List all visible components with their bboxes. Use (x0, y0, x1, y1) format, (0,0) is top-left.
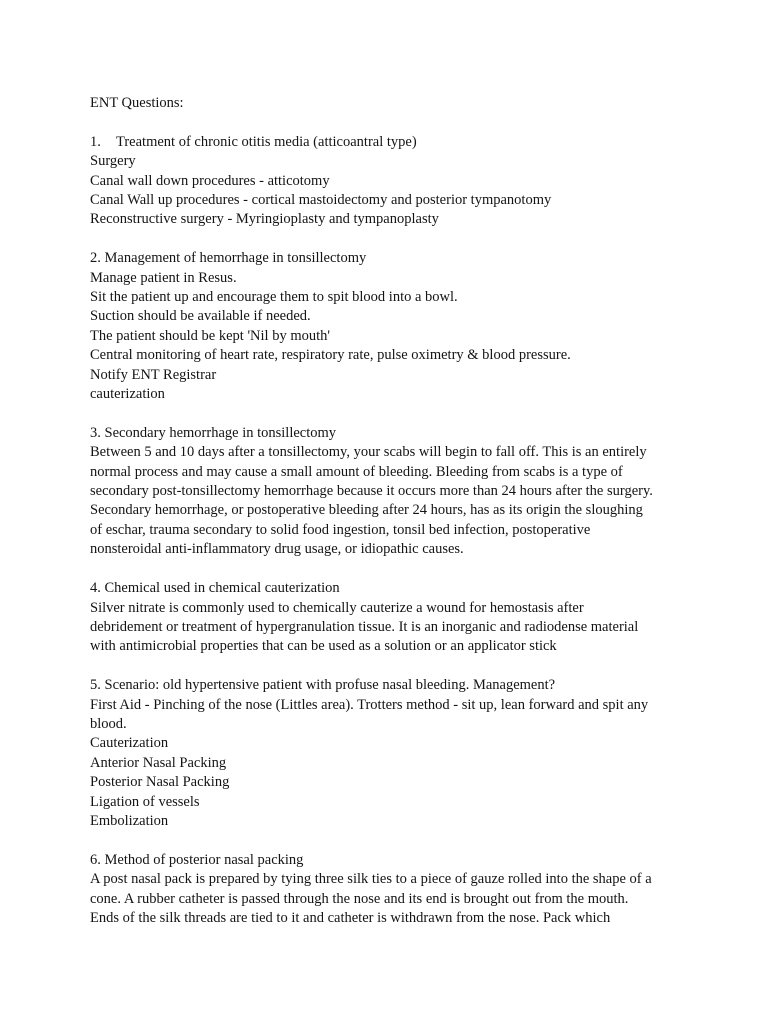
question-3-line: Secondary hemorrhage, or postoperative bleeding after 24 hours, has as its origin the sloughing (90, 502, 643, 519)
question-5-heading: 5. Scenario: old hypertensive patient with profuse nasal bleeding. Management? (90, 677, 556, 694)
question-1-number: 1. (90, 133, 101, 150)
spacer (90, 831, 690, 850)
question-1-title: Treatment of chronic otitis media (atticoantral type) (116, 133, 417, 150)
question-2-line: Manage patient in Resus. (90, 269, 237, 286)
question-2-line: The patient should be kept 'Nil by mouth' (90, 327, 331, 344)
question-2-line: Central monitoring of heart rate, respiratory rate, pulse oximetry & blood pressure. (90, 347, 571, 364)
question-2-line: Suction should be available if needed. (90, 308, 311, 325)
question-5-line: Embolization (90, 812, 169, 829)
question-3-line: nonsteroidal anti-inflammatory drug usage, or idiopathic causes. (90, 541, 464, 558)
question-2-line: Sit the patient up and encourage them to spit blood into a bowl. (90, 289, 458, 306)
question-3-line: of eschar, trauma secondary to solid food ingestion, tonsil bed infection, postoperative (90, 521, 591, 538)
spacer (90, 560, 690, 579)
question-3 (90, 424, 690, 560)
question-1-line: Canal wall down procedures - atticotomy (90, 172, 330, 189)
question-4-line: debridement or treatment of hypergranulation tissue. It is an inorganic and radiodense material (90, 618, 639, 635)
question-5-line: Cauterization (90, 735, 169, 752)
question-1-line: Surgery (90, 153, 136, 170)
spacer (90, 657, 690, 676)
question-3-line: secondary post-tonsillectomy hemorrhage because it occurs more than 24 hours after the surgery. (90, 483, 653, 500)
question-4-line: Silver nitrate is commonly used to chemically cauterize a wound for hemostasis after (90, 599, 584, 616)
question-1-line: Reconstructive surgery - Myringioplasty and tympanoplasty (90, 211, 439, 228)
question-5-line: Ligation of vessels (90, 793, 200, 810)
question-5-line: Anterior Nasal Packing (90, 754, 227, 771)
question-1-line: Canal Wall up procedures - cortical mastoidectomy and posterior tympanotomy (90, 192, 552, 209)
question-1 (90, 133, 690, 230)
question-2-heading: 2. Management of hemorrhage in tonsillectomy (90, 250, 367, 267)
question-5-line: Posterior Nasal Packing (90, 774, 230, 791)
question-1-heading (90, 133, 690, 152)
question-3-line: Between 5 and 10 days after a tonsillectomy, your scabs will begin to fall off. This is an entirely (90, 444, 647, 461)
question-5-line: blood. (90, 715, 127, 732)
question-2-line: cauterization (90, 386, 165, 403)
question-4-line: with antimicrobial properties that can be used as a solution or an applicator stick (90, 638, 557, 655)
question-4 (90, 579, 690, 657)
question-5-line: First Aid - Pinching of the nose (Littles area). Trotters method - sit up, lean forward and spit any (90, 696, 649, 713)
question-6 (90, 851, 690, 929)
document-page (90, 94, 690, 928)
document-title: ENT Questions: (90, 95, 184, 111)
spacer (90, 230, 690, 249)
question-5 (90, 676, 690, 831)
spacer (90, 113, 690, 132)
question-6-line: Ends of the silk threads are tied to it and catheter is withdrawn from the nose. Pack which (90, 909, 611, 926)
question-6-heading: 6. Method of posterior nasal packing (90, 851, 304, 868)
question-6-line: A post nasal pack is prepared by tying three silk ties to a piece of gauze rolled into the shape of a (90, 871, 652, 888)
question-4-heading: 4. Chemical used in chemical cauterization (90, 580, 340, 597)
question-3-heading: 3. Secondary hemorrhage in tonsillectomy (90, 424, 337, 441)
question-6-line: cone. A rubber catheter is passed through the nose and its end is brought out from the mouth. (90, 890, 629, 907)
question-2-line: Notify ENT Registrar (90, 366, 217, 383)
question-2 (90, 249, 690, 404)
question-3-line: normal process and may cause a small amount of bleeding. Bleeding from scabs is a type of (90, 463, 623, 480)
spacer (90, 404, 690, 423)
